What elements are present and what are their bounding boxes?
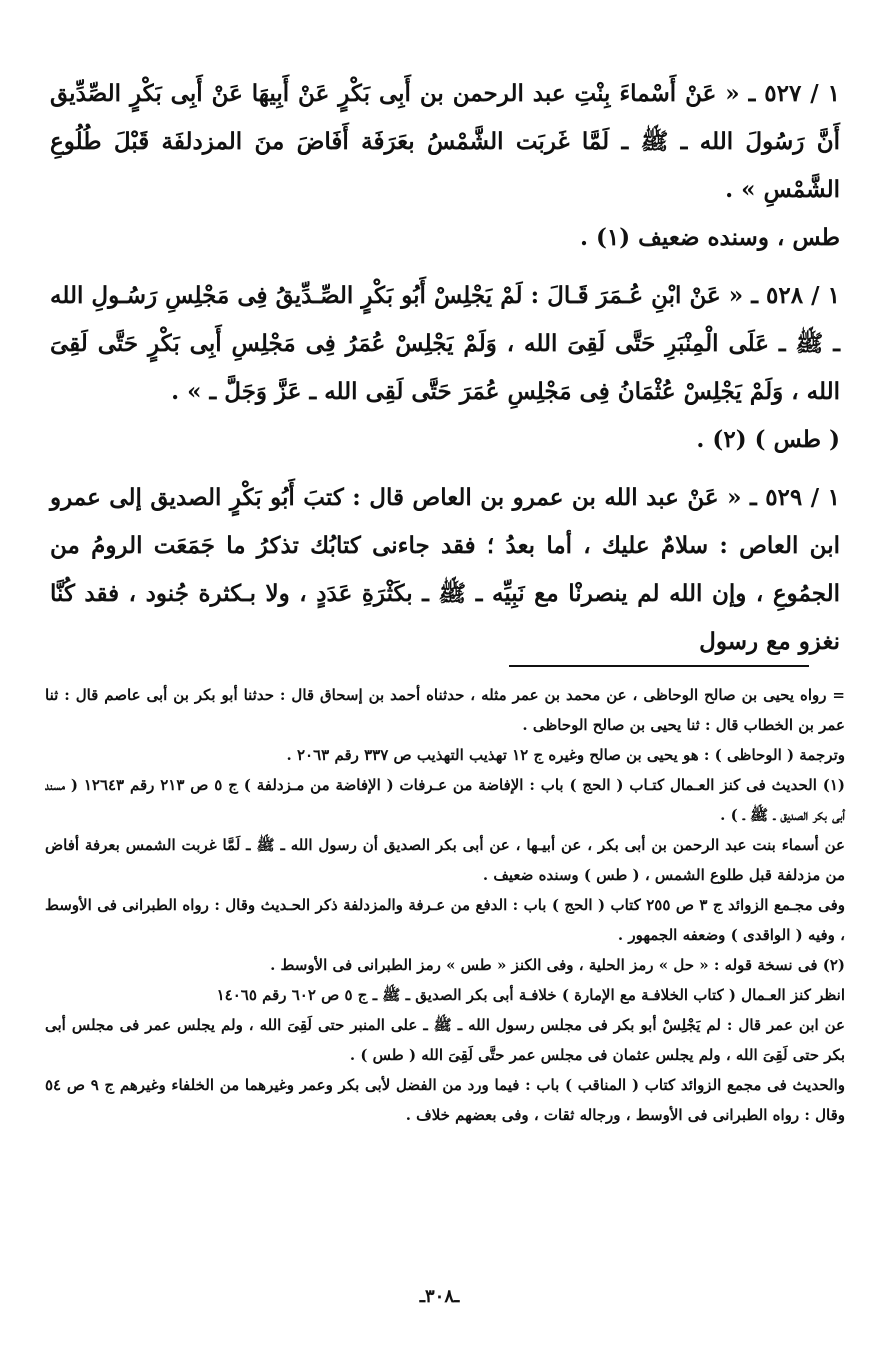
hadith-528-text: ١ / ٥٢٨ ـ « عَنْ ابْنِ عُـمَرَ قَـالَ : لَمْ يَجْلِسْ أَبُو بَكْرٍ الصِّـدِّيقُ فِى مَجْلِسِ رَسُـولِ الله ـ ﷺ ـ عَلَى الْمِنْبَرِ حَتَّى لَقِىَ الله ، وَلَمْ يَجْلِسْ عُمَرُ فِى مَجْلِسِ أَبِى بَكْرٍ حَتَّى لَقِىَ الله ، وَلَمْ يَجْلِسْ عُثْمَانُ فِى مَجْلِسِ عُمَرَ حَتَّى لَقِى الله ـ عَزَّ وَجَلَّ ـ » . bbox=[50, 282, 840, 405]
hadith-529-text: ١ / ٥٢٩ ـ « عَنْ عبد الله بن عمرو بن العاص قال : كتبَ أَبُو بَكْرٍ الصديق إلى عمرو ابن العاص : سلامٌ عليك ، أما بعدُ ؛ فقد جاءنى كتابُك تذكرُ ما جَمَعَت الرومُ من الجمُوعِ ، وإن الله لم ينصرنْا مع نَبِيِّه ـ ﷺ ـ بكَثْرَةِ عَدَدٍ ، ولا بـكثرة جُنود ، فقد كُنَّا نغزو مع رسول bbox=[50, 484, 841, 655]
hadith-528-source: ( طس ) (٢) . bbox=[696, 426, 840, 453]
hadith-527-text: ١ / ٥٢٧ ـ « عَنْ أَسْماءَ بِنْتِ عبد الرحمن بن أَبِى بَكْرٍ عَنْ أَبِيهَا عَنْ أَبِى بَكْرٍ الصِّدِّيق أَنَّ رَسُولَ الله ـ ﷺ ـ لَمَّا غَربَت الشَّمْسُ بعَرَفَة أَفَاضَ منَ المزدلفَة قَبْلَ طُلُوعِ الشَّمْسِ » . bbox=[50, 80, 841, 203]
footnote-continuation: = رواه يحيى بن صالح الوحاظى ، عن محمد بن عمر مثله ، حدثناه أحمد بن إسحاق قال : حدثنا أبو بكر بن أبى عاصم قال : ثنا عمر بن الخطاب قال : ثنا يحيى بن صالح الوحاظى . bbox=[45, 686, 845, 734]
page-number: ـ٣٠٨ـ bbox=[419, 1286, 460, 1307]
hadith-529 bbox=[50, 474, 840, 666]
footnote-1: (١) الحديث فى كنز العـمال كتـاب ( الحج ) باب : الإفاضة من عـرفات ( الإفاضة من مـزدلفة ) ج ٥ ص ٢١٣ رقم ١٢٦٤٣ ( مسند أبى بكر الصديق ـ ﷺ ـ ) . bbox=[45, 776, 845, 824]
footnote-1-zawaid: وفى مجـمع الزوائد ج ٣ ص ٢٥٥ كتاب ( الحج ) باب : الدفع من عـرفة والمزدلفة ذكر الحـديث وقال : رواه الطبرانى فى الأوسط ، وفيه ( الواقدى ) وضعفه الجمهور . bbox=[45, 896, 845, 944]
footnote-2: (٢) فى نسخة قوله : « حل » رمز الحلية ، وفى الكنز « طس » رمز الطبرانى فى الأوسط . bbox=[270, 956, 845, 974]
footnote-2-kanz: انظر كنز العـمال ( كتاب الخلافـة مع الإمارة ) خلافـة أبى بكر الصديق ـ ﷺ ـ ج ٥ ص ٦٠٢ رقم ١٤٠٦٥ bbox=[216, 986, 845, 1004]
footnote-biography: وترجمة ( الوحاظى ) : هو يحيى بن صالح وغيره ج ١٢ تهذيب التهذيب ص ٣٣٧ رقم ٢٠٦٣ . bbox=[286, 746, 845, 764]
main-text bbox=[50, 70, 840, 676]
footnote-1-hadith-text: عن أسماء بنت عبد الرحمن بن أبى بكر ، عن أبيـها ، عن أبى بكر الصديق أن رسول الله ـ ﷺ ـ لَمَّا غربت الشمس بعرفة أفاض من مزدلفة قبل طلوع الشمس ، ( طس ) وسنده ضعيف . bbox=[45, 836, 845, 884]
footnote-divider bbox=[509, 665, 809, 667]
hadith-528 bbox=[50, 272, 840, 464]
hadith-527 bbox=[50, 70, 840, 262]
hadith-527-source: طس ، وسنده ضعيف (١) . bbox=[579, 224, 840, 251]
footnotes bbox=[45, 680, 845, 1130]
footnote-2-hadith-text: عن ابن عمر قال : لم يَجْلِسْ أبو بكر فى مجلس رسول الله ـ ﷺ ـ على المنبر حتى لَقِىَ الله ، ولم يجلس عمر فى مجلس أبى بكر حتى لَقِىَ الله ، ولم يجلس عثمان فى مجلس عمر حتَّى لَقِىَ الله ( طس ) . bbox=[45, 1016, 845, 1064]
footnote-2-zawaid: والحديث فى مجمع الزوائد كتاب ( المناقب ) باب : فيما ورد من الفضل لأبى بكر وعمر وغيرهما من الخلفاء وغيرهم ج ٩ ص ٥٤ وقال : رواه الطبرانى فى الأوسط ، ورجاله ثقات ، وفى بعضهم خلاف . bbox=[45, 1076, 845, 1124]
